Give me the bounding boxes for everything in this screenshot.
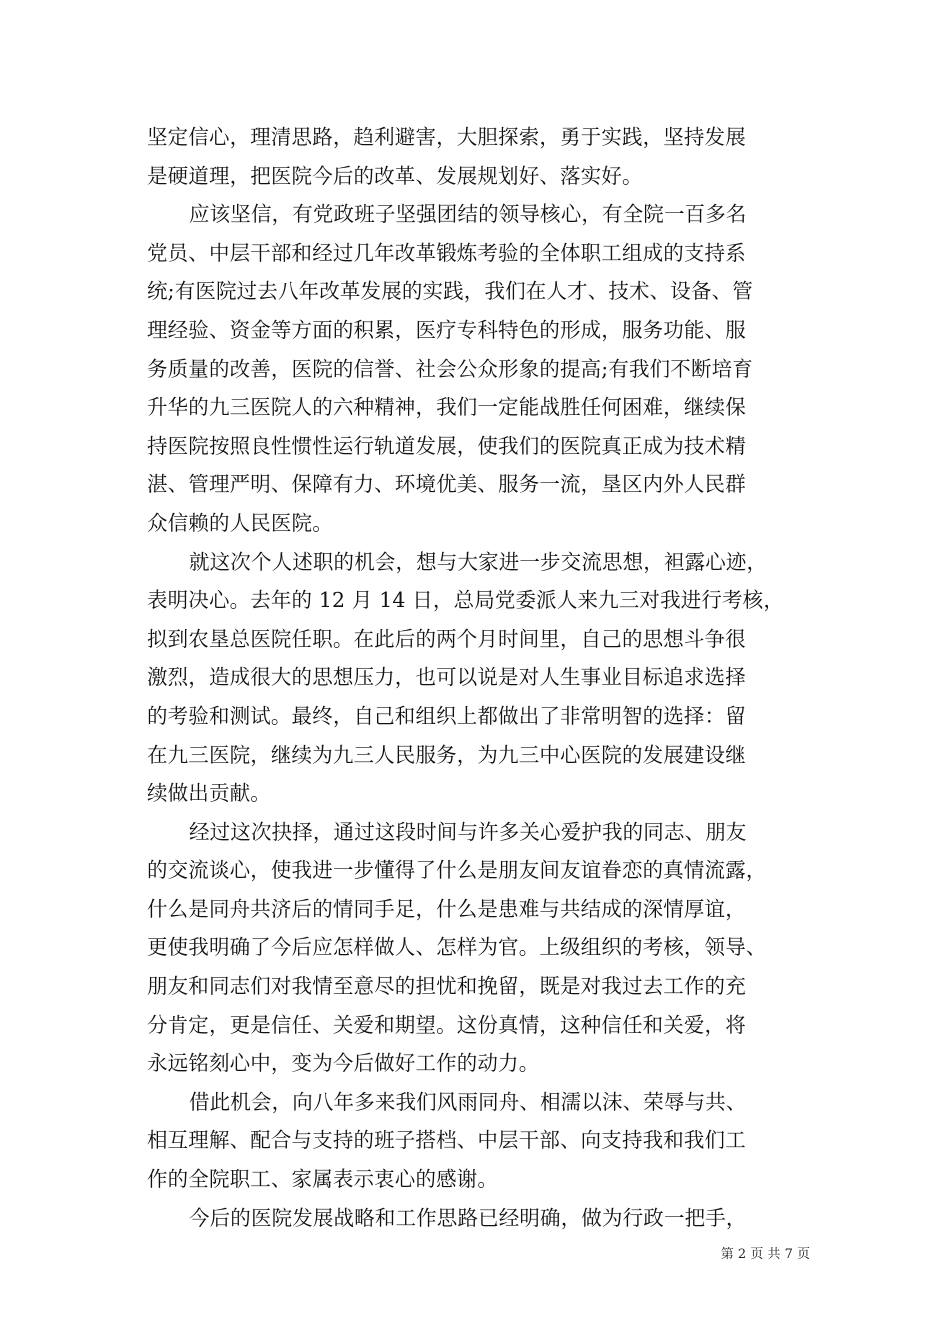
text-line: 统;有医院过去八年改革发展的实践，我们在人才、技术、设备、管 [147,279,753,304]
paragraph-start-line: 经过这次抉择，通过这段时间与许多关心爱护我的同志、朋友 [189,819,747,844]
page-number-footer: 第 2 页 共 7 页 [720,1247,810,1262]
paragraph-start-line: 就这次个人述职的机会，想与大家进一步交流思想，袒露心迹， [189,549,768,574]
text-line: 分肯定，更是信任、关爱和期望。这份真情，这种信任和关爱，将 [147,1012,746,1037]
text-line: 党员、中层干部和经过几年改革锻炼考验的全体职工组成的支持系 [147,240,746,265]
text-line: 作的全院职工、家属表示衷心的感谢。 [147,1167,499,1192]
text-line: 的考验和测试。最终，自己和组织上都做出了非常明智的选择：留 [147,703,746,728]
text-line: 是硬道理，把医院今后的改革、发展规划好、落实好。 [147,163,643,188]
text-line: 务质量的改善，医院的信誉、社会公众形象的提高;有我们不断培育 [147,356,753,381]
text-line: 持医院按照良性惯性运行轨道发展，使我们的医院真正成为技术精 [147,433,746,458]
text-line: 续做出贡献。 [147,781,271,806]
text-line: 坚定信心，理清思路，趋利避害，大胆探索，勇于实践，坚持发展 [147,125,746,149]
paragraph-start-line: 今后的医院发展战略和工作思路已经明确，做为行政一把手， [189,1205,747,1230]
text-line: 表明决心。去年的 12 月 14 日，总局党委派人来九三对我进行考核， [147,588,784,613]
document-body [147,118,807,1237]
paragraph-start-line: 借此机会，向八年多来我们风雨同舟、相濡以沫、荣辱与共、 [189,1089,747,1114]
text-line: 激烈，造成很大的思想压力，也可以说是对人生事业目标追求选择 [147,665,746,690]
text-line: 拟到农垦总医院任职。在此后的两个月时间里，自己的思想斗争很 [147,626,746,651]
text-line: 在九三医院，继续为九三人民服务，为九三中心医院的发展建设继 [147,742,746,767]
text-line: 永远铭刻心中，变为今后做好工作的动力。 [147,1051,540,1076]
text-line: 湛、管理严明、保障有力、环境优美、服务一流，垦区内外人民群 [147,472,746,497]
text-line: 更使我明确了今后应怎样做人、怎样为官。上级组织的考核，领导、 [147,935,767,960]
text-line: 升华的九三医院人的六种精神，我们一定能战胜任何困难，继续保 [147,395,746,420]
text-line: 什么是同舟共济后的情同手足，什么是患难与共结成的深情厚谊， [147,896,746,921]
text-line: 相互理解、配合与支持的班子搭档、中层干部、向支持我和我们工 [147,1128,746,1153]
text-line: 理经验、资金等方面的积累，医疗专科特色的形成，服务功能、服 [147,317,746,342]
text-line: 朋友和同志们对我情至意尽的担忧和挽留，既是对我过去工作的充 [147,974,746,999]
text-line: 众信赖的人民医院。 [147,510,333,535]
text-line: 的交流谈心，使我进一步懂得了什么是朋友间友谊眷恋的真情流露， [147,858,767,883]
paragraph-start-line: 应该坚信，有党政班子坚强团结的领导核心，有全院一百多名 [189,202,747,227]
